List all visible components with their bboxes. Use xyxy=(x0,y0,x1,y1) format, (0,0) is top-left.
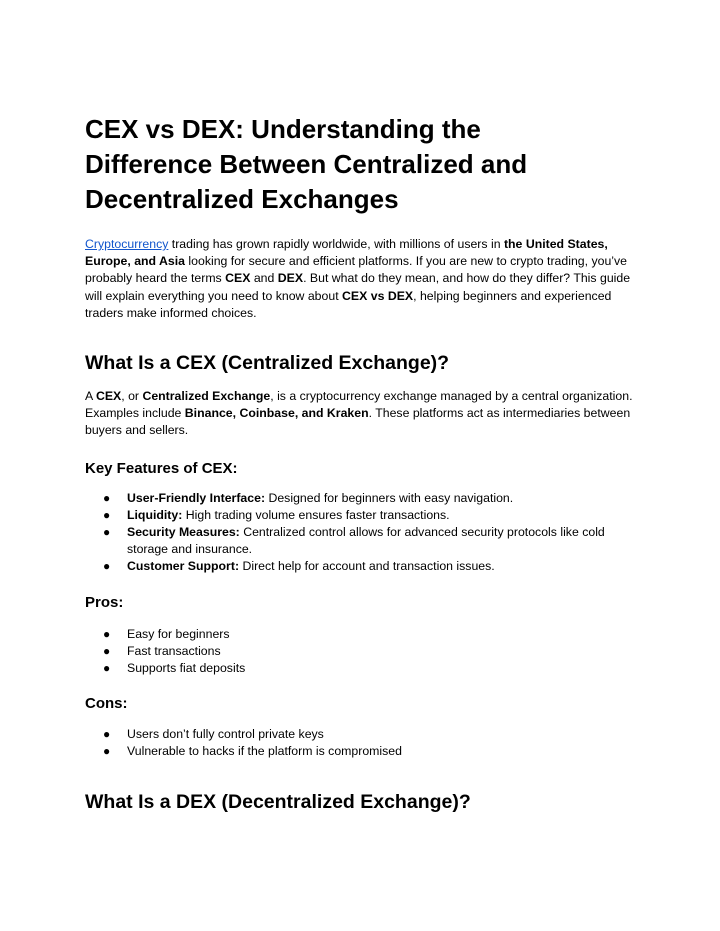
cex-features-heading: Key Features of CEX: xyxy=(85,459,238,477)
list-item: ● Security Measures: Centralized control allows for advanced security protocols like cold storage and insurance. xyxy=(103,525,605,557)
cryptocurrency-link[interactable]: Cryptocurrency xyxy=(85,237,169,251)
bullet-icon: ● xyxy=(103,643,111,658)
bullet-icon: ● xyxy=(103,626,111,641)
list-item: ● Supports fiat deposits xyxy=(85,660,645,677)
pros-list xyxy=(85,626,645,678)
bullet-icon: ● xyxy=(103,525,111,540)
cex-features-list xyxy=(85,490,645,576)
list-item: ● User-Friendly Interface: Designed for beginners with easy navigation. xyxy=(85,490,645,507)
bullet-icon: ● xyxy=(103,507,111,522)
list-item: ● Fast transactions xyxy=(85,643,645,660)
bullet-icon: ● xyxy=(103,727,111,742)
list-item: ● Vulnerable to hacks if the platform is compromised xyxy=(85,743,645,760)
list-item: ● Easy for beginners xyxy=(85,626,645,643)
dex-heading: What Is a DEX (Decentralized Exchange)? xyxy=(85,790,471,813)
cons-heading: Cons: xyxy=(85,695,128,713)
bullet-icon: ● xyxy=(103,661,111,676)
cons-list xyxy=(85,726,645,760)
intro-paragraph: Cryptocurrency trading has grown rapidly worldwide, with millions of users in the United States, Europe, and Asia looking for secure and efficient platforms. If you are new to crypto trading, you’ve probably heard the terms CEX and DEX. But what do they mean, and how do they differ? This guide will explain everything you need to know about CEX vs DEX, helping beginners and experienced traders make informed choices. xyxy=(85,237,631,320)
list-item: ● Users don’t fully control private keys xyxy=(85,726,645,743)
cex-paragraph: A CEX, or Centralized Exchange, is a cryptocurrency exchange managed by a central organization. Examples include Binance, Coinbase, and Kraken. These platforms act as intermediaries between buyers and sellers. xyxy=(85,389,633,438)
title-line-3: Decentralized Exchanges xyxy=(85,184,399,214)
pros-heading: Pros: xyxy=(85,593,124,611)
list-item: ● Customer Support: Direct help for account and transaction issues. xyxy=(85,558,645,575)
title-line-1: CEX vs DEX: Understanding the xyxy=(85,114,481,144)
cex-heading: What Is a CEX (Centralized Exchange)? xyxy=(85,352,450,375)
title-line-2: Difference Between Centralized and xyxy=(85,149,528,179)
document-page xyxy=(85,112,645,815)
bullet-icon: ● xyxy=(103,744,111,759)
list-item: ● Liquidity: High trading volume ensures faster transactions. xyxy=(85,507,645,524)
bullet-icon: ● xyxy=(103,559,111,574)
bullet-icon: ● xyxy=(103,490,111,505)
page-title xyxy=(85,112,645,217)
